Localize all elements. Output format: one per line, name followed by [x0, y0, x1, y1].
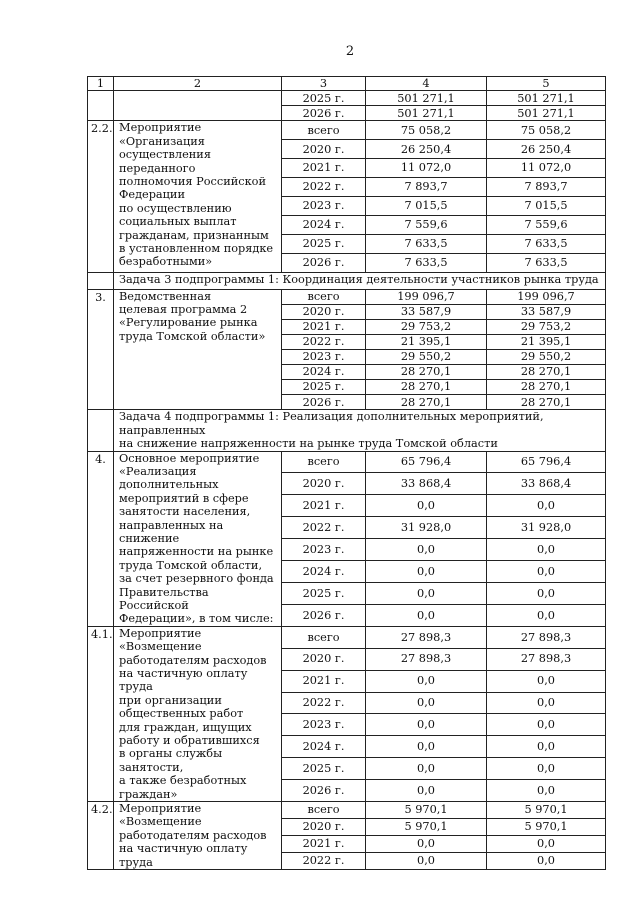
table-row — [88, 451, 606, 473]
value-col5: 11 072,0 — [487, 159, 606, 178]
item-name — [114, 91, 282, 121]
column-header: 3 — [282, 77, 366, 91]
period-cell: 2021 г. — [282, 159, 366, 178]
funding-table — [87, 76, 606, 870]
value-col4: 0,0 — [366, 714, 487, 736]
value-col5: 7 893,7 — [487, 178, 606, 197]
period-cell: 2023 г. — [282, 196, 366, 215]
value-col4: 5 970,1 — [366, 802, 487, 819]
period-cell: 2025 г. — [282, 380, 366, 395]
value-col4: 29 753,2 — [366, 319, 487, 334]
period-cell: 2025 г. — [282, 234, 366, 253]
table-row — [88, 91, 606, 106]
item-number: 3. — [88, 289, 114, 410]
item-name: Мероприятие «Возмещение работодателям расходов на частичную оплату труда при организации общественных работ для граждан, ищущих работу и обратившихся в органы службы занятости, а также безработных граждан» — [114, 626, 282, 801]
value-col5: 28 270,1 — [487, 395, 606, 410]
task-num-cell — [88, 410, 114, 451]
value-col5: 0,0 — [487, 780, 606, 802]
value-col5: 0,0 — [487, 561, 606, 583]
period-cell: 2020 г. — [282, 140, 366, 159]
value-col4: 27 898,3 — [366, 626, 487, 648]
value-col4: 0,0 — [366, 836, 487, 853]
period-cell: всего — [282, 802, 366, 819]
value-col4: 27 898,3 — [366, 648, 487, 670]
value-col4: 33 587,9 — [366, 304, 487, 319]
period-cell: всего — [282, 626, 366, 648]
period-cell: 2025 г. — [282, 91, 366, 106]
value-col4: 26 250,4 — [366, 140, 487, 159]
period-cell: 2021 г. — [282, 670, 366, 692]
value-col4: 501 271,1 — [366, 91, 487, 106]
item-name: Мероприятие «Организация осуществления переданного полномочия Российской Федерации по осуществлению социальных выплат гражданам, признанным в установленном порядке безработными» — [114, 121, 282, 272]
period-cell: 2025 г. — [282, 758, 366, 780]
value-col5: 7 559,6 — [487, 215, 606, 234]
value-col5: 33 868,4 — [487, 473, 606, 495]
period-cell: всего — [282, 289, 366, 304]
task-row — [88, 410, 606, 451]
period-cell: 2024 г. — [282, 215, 366, 234]
period-cell: 2021 г. — [282, 836, 366, 853]
column-header: 4 — [366, 77, 487, 91]
period-cell: 2022 г. — [282, 692, 366, 714]
period-cell: 2022 г. — [282, 517, 366, 539]
value-col5: 65 796,4 — [487, 451, 606, 473]
period-cell: 2026 г. — [282, 604, 366, 626]
period-cell: 2026 г. — [282, 253, 366, 272]
task-title: Задача 4 подпрограммы 1: Реализация дополнительных мероприятий, направленных на снижение напряженности на рынке труда Томской области — [114, 410, 606, 451]
value-col4: 0,0 — [366, 853, 487, 870]
value-col4: 31 928,0 — [366, 517, 487, 539]
value-col4: 7 015,5 — [366, 196, 487, 215]
period-cell: 2020 г. — [282, 819, 366, 836]
value-col5: 0,0 — [487, 539, 606, 561]
item-name: Мероприятие «Возмещение работодателям расходов на частичную оплату труда — [114, 802, 282, 870]
value-col4: 11 072,0 — [366, 159, 487, 178]
item-number: 4. — [88, 451, 114, 626]
value-col5: 27 898,3 — [487, 626, 606, 648]
value-col5: 29 753,2 — [487, 319, 606, 334]
value-col5: 0,0 — [487, 692, 606, 714]
value-col4: 0,0 — [366, 780, 487, 802]
period-cell: 2021 г. — [282, 319, 366, 334]
value-col5: 0,0 — [487, 604, 606, 626]
column-header: 2 — [114, 77, 282, 91]
value-col5: 0,0 — [487, 758, 606, 780]
period-cell: 2026 г. — [282, 780, 366, 802]
value-col4: 29 550,2 — [366, 349, 487, 364]
period-cell: 2023 г. — [282, 714, 366, 736]
value-col4: 0,0 — [366, 495, 487, 517]
period-cell: 2025 г. — [282, 582, 366, 604]
value-col5: 501 271,1 — [487, 91, 606, 106]
value-col4: 0,0 — [366, 692, 487, 714]
value-col5: 0,0 — [487, 495, 606, 517]
value-col4: 33 868,4 — [366, 473, 487, 495]
table-row — [88, 802, 606, 819]
column-header: 1 — [88, 77, 114, 91]
value-col4: 28 270,1 — [366, 365, 487, 380]
table-header-row — [88, 77, 606, 91]
value-col4: 199 096,7 — [366, 289, 487, 304]
item-number: 4.1. — [88, 626, 114, 801]
item-number — [88, 91, 114, 121]
value-col4: 0,0 — [366, 539, 487, 561]
value-col4: 7 633,5 — [366, 234, 487, 253]
period-cell: 2022 г. — [282, 334, 366, 349]
item-number: 2.2. — [88, 121, 114, 272]
value-col5: 29 550,2 — [487, 349, 606, 364]
value-col5: 5 970,1 — [487, 802, 606, 819]
value-col4: 0,0 — [366, 758, 487, 780]
value-col5: 199 096,7 — [487, 289, 606, 304]
column-header: 5 — [487, 77, 606, 91]
value-col5: 7 633,5 — [487, 253, 606, 272]
value-col5: 28 270,1 — [487, 365, 606, 380]
value-col5: 7 633,5 — [487, 234, 606, 253]
value-col4: 21 395,1 — [366, 334, 487, 349]
value-col4: 0,0 — [366, 604, 487, 626]
table-row — [88, 626, 606, 648]
table-row — [88, 289, 606, 304]
value-col4: 65 796,4 — [366, 451, 487, 473]
value-col4: 7 559,6 — [366, 215, 487, 234]
period-cell: 2024 г. — [282, 561, 366, 583]
value-col5: 26 250,4 — [487, 140, 606, 159]
value-col4: 5 970,1 — [366, 819, 487, 836]
value-col5: 33 587,9 — [487, 304, 606, 319]
period-cell: 2020 г. — [282, 473, 366, 495]
value-col4: 28 270,1 — [366, 380, 487, 395]
value-col5: 0,0 — [487, 836, 606, 853]
value-col4: 0,0 — [366, 670, 487, 692]
value-col5: 501 271,1 — [487, 106, 606, 121]
period-cell: всего — [282, 121, 366, 140]
value-col5: 75 058,2 — [487, 121, 606, 140]
period-cell: 2026 г. — [282, 106, 366, 121]
value-col5: 0,0 — [487, 853, 606, 870]
value-col5: 5 970,1 — [487, 819, 606, 836]
period-cell: 2020 г. — [282, 648, 366, 670]
value-col4: 0,0 — [366, 736, 487, 758]
value-col5: 7 015,5 — [487, 196, 606, 215]
value-col5: 0,0 — [487, 736, 606, 758]
task-row — [88, 272, 606, 289]
value-col5: 0,0 — [487, 670, 606, 692]
value-col4: 28 270,1 — [366, 395, 487, 410]
value-col5: 21 395,1 — [487, 334, 606, 349]
item-name: Основное мероприятие «Реализация дополнительных мероприятий в сфере занятости населения, направленных на снижение напряженности на рынке труда Томской области, за счет резервного фонда Правительства Российской Федерации», в том числе: — [114, 451, 282, 626]
value-col4: 7 633,5 — [366, 253, 487, 272]
value-col4: 0,0 — [366, 561, 487, 583]
task-num-cell — [88, 272, 114, 289]
value-col5: 31 928,0 — [487, 517, 606, 539]
period-cell: 2021 г. — [282, 495, 366, 517]
page-number: 2 — [345, 44, 355, 59]
period-cell: 2024 г. — [282, 365, 366, 380]
period-cell: 2022 г. — [282, 178, 366, 197]
table-row — [88, 121, 606, 140]
period-cell: 2024 г. — [282, 736, 366, 758]
item-name: Ведомственная целевая программа 2 «Регулирование рынка труда Томской области» — [114, 289, 282, 410]
period-cell: 2022 г. — [282, 853, 366, 870]
period-cell: всего — [282, 451, 366, 473]
period-cell: 2026 г. — [282, 395, 366, 410]
value-col4: 0,0 — [366, 582, 487, 604]
value-col4: 75 058,2 — [366, 121, 487, 140]
table-body — [88, 91, 606, 870]
value-col5: 28 270,1 — [487, 380, 606, 395]
value-col4: 7 893,7 — [366, 178, 487, 197]
value-col4: 501 271,1 — [366, 106, 487, 121]
item-number: 4.2. — [88, 802, 114, 870]
period-cell: 2020 г. — [282, 304, 366, 319]
period-cell: 2023 г. — [282, 539, 366, 561]
value-col5: 0,0 — [487, 582, 606, 604]
task-title: Задача 3 подпрограммы 1: Координация деятельности участников рынка труда — [114, 272, 606, 289]
period-cell: 2023 г. — [282, 349, 366, 364]
value-col5: 27 898,3 — [487, 648, 606, 670]
value-col5: 0,0 — [487, 714, 606, 736]
